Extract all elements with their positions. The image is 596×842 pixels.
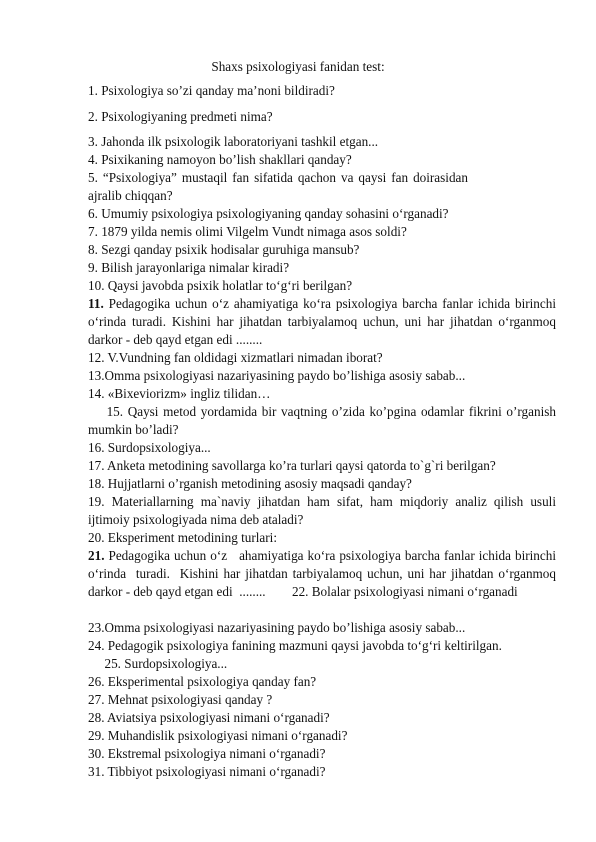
question-5: 5. “Psixologiya” mustaqil fan sifatida qachon va qaysi fan doirasidan ajralib chiqqan? [88,170,468,203]
question-11-text: Pedagogika uchun o‘z ahamiyatiga ko‘ra psixologiya barcha fanlar ichida birinchi o‘rinda turadi. Kishini har jihatdan tarbiyalamoq uchun, uni har jihatdan o‘rganmoq darkor - deb qayd etgan edi ........ [88,296,556,347]
question-30: 30. Ekstremal psixologiya nimani o‘rganadi? [88,746,326,761]
question-18: 18. Hujjatlarni o’rganish metodining asosiy maqsadi qanday? [88,476,412,491]
question-6: 6. Umumiy psixologiya psixologiyaning qanday sohasini o‘rganadi? [88,206,449,221]
question-26: 26. Eksperimental psixologiya qanday fan? [88,674,317,689]
question-14: 14. «Bixeviorizm» ingliz tilidan… [88,386,271,401]
question-25: 25. Surdopsixologiya... [88,656,228,671]
question-19: 19. Materiallarning ma`naviy jihatdan ham sifat, ham miqdoriy analiz qilish usuli ijtimoiy psixologiyada nima deb ataladi? [88,494,556,527]
question-27: 27. Mehnat psixologiyasi qanday ? [88,692,273,707]
question-23: 23.Omma psixologiyasi nazariyasining paydo bo’lishiga asosiy sabab... [88,620,466,635]
page-title: Shaxs psixologiyasi fanidan test: [211,59,385,74]
question-11 [88,295,556,349]
question-11-number: 11. [88,296,104,311]
question-4: 4. Psixikaning namoyon bo’lish shakllari qanday? [88,152,352,167]
question-17: 17. Anketa metodining savollarga ko’ra turlari qaysi qatorda to`g`ri berilgan? [88,458,496,473]
question-16: 16. Surdopsixologiya... [88,440,211,455]
question-1: 1. Psixologiya so’zi qanday ma’noni bildiradi? [88,83,335,98]
question-9: 9. Bilish jarayonlariga nimalar kiradi? [88,260,290,275]
question-28: 28. Aviatsiya psixologiyasi nimani o‘rganadi? [88,710,330,725]
question-7: 7. 1879 yilda nemis olimi Vilgelm Vundt nimaga asos soldi? [88,224,407,239]
question-24: 24. Pedagogik psixologiya fanining mazmuni qaysi javobda to‘g‘ri keltirilgan. [88,638,502,653]
question-21-number: 21. [88,548,105,563]
question-10: 10. Qaysi javobda psixik holatlar to‘g‘ri berilgan? [88,278,353,293]
question-21 [88,547,560,601]
question-15: 15. Qaysi metod yordamida bir vaqtning o’zida ko’pgina odamlar fikrini o’rganish mumkin bo’ladi? [88,404,560,437]
question-3: 3. Jahonda ilk psixologik laboratoriyani tashkil etgan... [88,134,379,149]
question-13: 13.Omma psixologiyasi nazariyasining paydo bo’lishiga asosiy sabab... [88,368,466,383]
question-2: 2. Psixologiyaning predmeti nima? [88,109,273,124]
question-20: 20. Eksperiment metodining turlari: [88,530,277,545]
question-21-text: Pedagogika uchun o‘z ahamiyatiga ko‘ra psixologiya barcha fanlar ichida birinchi o‘rinda turadi. Kishini har jihatdan tarbiyalamoq uchun, uni har jihatdan o‘rganmoq darkor - deb qayd etgan edi ........ 22. Bolalar psixologiyasi nimani o‘rganadi [88,548,560,599]
question-31: 31. Tibbiyot psixologiyasi nimani o‘rganadi? [88,764,326,779]
question-12: 12. V.Vundning fan oldidagi xizmatlari nimadan iborat? [88,350,383,365]
question-29: 29. Muhandislik psixologiyasi nimani o‘rganadi? [88,728,348,743]
question-8: 8. Sezgi qanday psixik hodisalar guruhiga mansub? [88,242,360,257]
